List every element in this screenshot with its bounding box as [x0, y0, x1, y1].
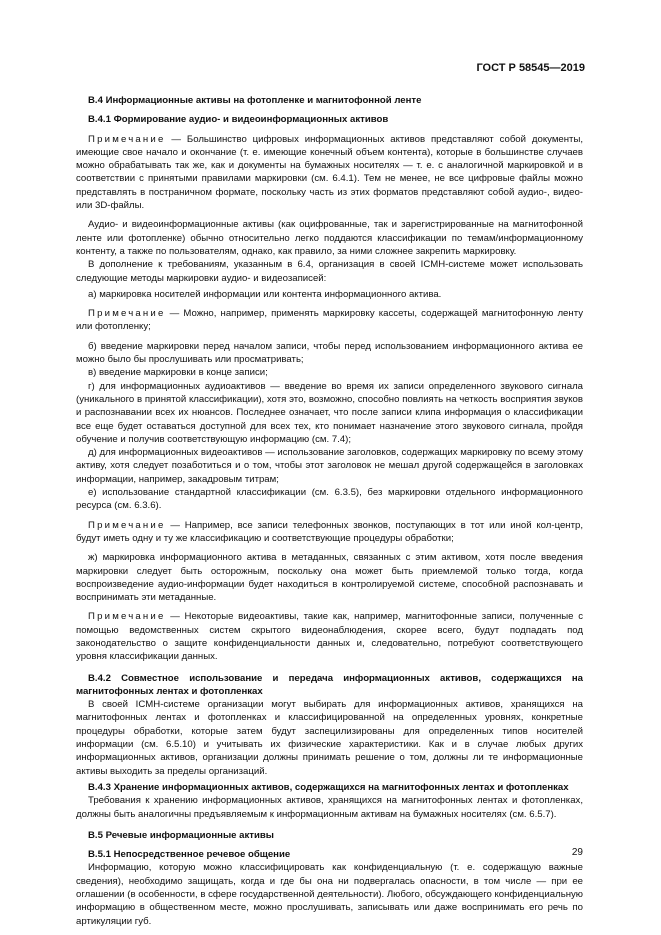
body-paragraph: В дополнение к требованиям, указанным в 6.4, организация в своей ICMH-системе может использовать следующие методы маркировки аудио- и видеозаписей: — [76, 259, 583, 284]
subsection-heading-b51: В.5.1 Непосредственное речевое общение — [88, 849, 291, 861]
note-label: Примечание — [88, 308, 166, 320]
list-item-v: в) введение маркировки в конце записи; — [88, 367, 268, 379]
list-item-g: г) для информационных аудиоактивов — введение во время их записи определенного звукового сигнала (уникального в принятой классификации), хотя это, возможно, способно повлиять на четкость восприятия звуков и распознавании всех их нюансов. Последнее означает, что после записи клипа информация о классификации все еще будет оставаться доступной для всех тех, кто понимает назначение этого звукового сигнала, пройдя обучение и получив соответствующую информацию (см. 7.4); — [76, 380, 583, 445]
note-paragraph: Примечание — Например, все записи телефонных звонков, поступающих в тот или иной кол-центр, будут иметь одну и ту же классификацию и соответствующие процедуры обработки; — [76, 519, 583, 544]
list-item-a: а) маркировка носителей информации или контента информационного актива. — [88, 288, 442, 300]
note-paragraph: Примечание — Некоторые видеоактивы, такие как, например, магнитофонные записи, полученные с помощью ведомственных систем скрытого видеонаблюдения, скорее всего, будут подпадать под законодательство о защите конфиденциальности данных и, следовательно, потребуют соответствующего уровня классификации данных. — [76, 611, 583, 663]
subsection-heading-b43: В.4.3 Хранение информационных активов, содержащихся на магнитофонных лентах и фотопленках — [88, 781, 569, 793]
subsection-heading-b41: В.4.1 Формирование аудио- и видеоинформационных активов — [88, 114, 389, 126]
body-paragraph: Информацию, которую можно классифицировать как конфиденциальную (т. е. содержащую важные сведения), необходимо защищать, когда и где бы она ни подвергалась опасности, в том числе — при ее оглашении (в особенности, в сфере государственной деятельности). Любого, обсуждающего конфиденциальную информацию в общественном месте, можно прослушивать, записывать или даже воспринимать его речь по артикуляции губ. — [76, 862, 583, 927]
subsection-heading-b42: В.4.2 Совместное использование и передача информационных активов, содержащихся на магнитофонных лентах и фотопленках — [76, 672, 583, 697]
note-label: Примечание — [88, 133, 166, 145]
list-item-d: д) для информационных видеоактивов — использование заголовков, содержащих маркировку по всему этому активу, хотя следует позаботиться и о том, чтобы этот заголовок не мешал другой содержащейся в заголовках информации, например, закадровым титрам; — [76, 447, 583, 485]
list-item-zh: ж) маркировка информационного актива в метаданных, связанных с этим активом, хотя после введения маркировки следует быть осторожным, поскольку она может быть приемлемой только тогда, когда воспроизведение аудио-информации будет находиться в контролируемой системе, способной распознавать и воспринимать эти метаданные. — [76, 552, 583, 604]
list-item-e: е) использование стандартной классификации (см. 6.3.5), без маркировки отдельного информационного ресурса (см. 6.3.6). — [76, 487, 583, 512]
note-paragraph: Примечание — Можно, например, применять маркировку кассеты, содержащей магнитофонную ленту или фотопленку; — [76, 308, 583, 333]
note-label: Примечание — [88, 611, 166, 623]
body-paragraph: В своей ICMH-системе организации могут выбирать для информационных активов, хранящихся на магнитофонных лентах и фотопленках и классифицированной на определенных уровнях, конкретные процедуры обработки, которые затем будут заспецилизированы для определенных типов носителей информации (см. 6.5.10) и учитывать их физические характеристики. Как и в случае любых других информационных активов, организации должны принимать решение о том, должны ли те информационные активы выходить за пределы организаций. — [76, 699, 583, 777]
note-paragraph: Примечание — Большинство цифровых информационных активов представляют собой документы, имеющие свое начало и окончание (т. е. имеющие конечный объем контента), которые в большинстве случаев можно обрабатывать так же, как и документы на бумажных носителях — т. е. с аналогичной маркировкой и в соответствии с принятыми правилами маркировки (см. 6.4.1). Тем не менее, не все цифровые файлы можно представлять в постраничном формате, поскольку часть из этих форматов представляют собой аудио-, видео- или 3D-файлы. — [76, 133, 583, 212]
body-paragraph: Требования к хранению информационных активов, хранящихся на магнитофонных лентах и фотопленках, должны быть аналогичны предъявляемым к информационным активам на бумажных носителях (см. 6.5.7). — [76, 795, 583, 820]
list-item-b: б) введение маркировки перед началом записи, чтобы перед использованием информационного актива ее можно было бы прослушивать или просматривать; — [76, 340, 583, 366]
section-heading-b4: В.4 Информационные активы на фотопленке и магнитофонной ленте — [88, 95, 422, 106]
body-paragraph: Аудио- и видеоинформационные активы (как оцифрованные, так и зарегистрированные на магнитофонной ленте или фотопленке) обычно относительно легко поддаются классификации по темам/информационному контенту, а также по пользователям, однако, как правило, за ними сложнее закрепить маркировку. — [76, 219, 583, 257]
page-number: 29 — [571, 847, 583, 858]
section-heading-b5: В.5 Речевые информационные активы — [88, 829, 274, 841]
note-label: Примечание — [88, 519, 166, 531]
document-body — [76, 94, 583, 928]
document-standard-id: ГОСТ Р 58545—2019 — [476, 62, 585, 74]
